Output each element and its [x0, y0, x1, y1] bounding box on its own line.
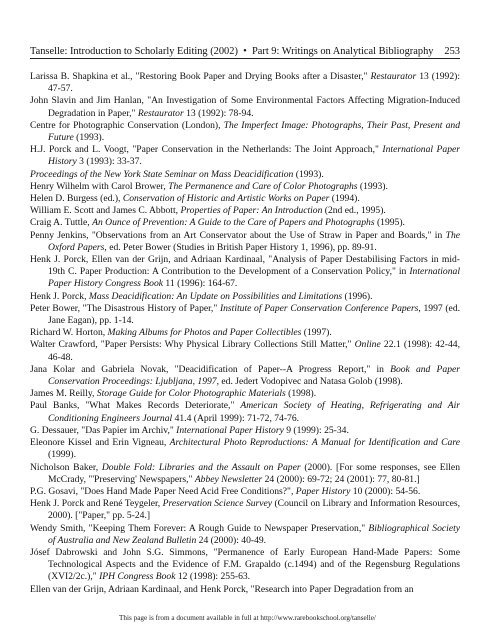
header-bullet: • — [243, 46, 247, 57]
reference-text: (1995). — [374, 217, 405, 229]
reference-title-italic: Mass Deacidification: An Update on Possibilities and Limitations — [88, 290, 343, 302]
reference-entry — [30, 486, 460, 498]
reference-title-italic: The Permanence and Care of Color Photographs — [168, 180, 358, 192]
reference-text: 3 (1993): 33-37. — [76, 156, 142, 168]
reference-text: Jósef Dabrowski and John S.G. Simmons, "Permanence of Early European Hand-Made Papers: Some Technological Aspects and the Evidence of F.M. Grapaldo (c.1494) and of the Regensburg Regulations (XVI2/2c.)," — [30, 546, 460, 583]
reference-text: Peter Bower, "The Disastrous History of Paper," — [30, 302, 220, 314]
reference-text: 11 (1996): 164-67. — [163, 278, 238, 290]
reference-text: , ed. Peter Bower (Studies in British Paper History 1, 1996), pp. 89-91. — [104, 241, 377, 253]
reference-text: James M. Reilly, — [30, 388, 97, 400]
reference-entry — [30, 437, 460, 461]
page-number: 253 — [444, 46, 460, 57]
reference-entry — [30, 547, 460, 584]
reference-title-italic: International Paper History — [48, 144, 460, 168]
reference-title-italic: Restaurator — [370, 71, 417, 82]
reference-title-italic: Making Albums for Photos and Paper Collectibles — [107, 327, 302, 339]
reference-text: Nicholson Baker, — [30, 461, 102, 473]
reference-text: G. Dessauer, "Das Papier im Archiv," — [30, 424, 177, 436]
reference-text: Henry Wilhelm with Carol Brower, — [30, 180, 169, 192]
reference-text: (1993). — [357, 180, 388, 192]
reference-text: Ellen van der Grijn, Adriaan Kardinaal, and Henk Porck, "Research into Paper Degradation from an — [30, 583, 414, 595]
reference-title-italic: Double Fold: Libraries and the Assault on Paper — [101, 461, 301, 473]
reference-text: (1997). — [301, 327, 332, 339]
reference-text: Henk J. Porck, Ellen van der Grijn, and Adriaan Kardinaal, "Analysis of Paper Destabilising Factors in mid-19th C. Paper Production: A Contribution to the Development of a Conservation Policy," in — [30, 254, 460, 278]
reference-title-italic: International Paper History — [176, 424, 284, 436]
reference-entry — [30, 400, 460, 424]
reference-entry — [30, 291, 460, 303]
reference-text: Henk J. Porck and René Teygeler, — [30, 498, 163, 510]
reference-title-italic: An Ounce of Prevention: A Guide to the Care of Papers and Photographs — [92, 217, 375, 229]
reference-text: Craig A. Tuttle, — [30, 217, 93, 229]
reference-text: (1996). — [342, 290, 373, 302]
reference-entry — [30, 327, 460, 339]
reference-title-italic: Book and Paper Conservation Proceedings: Ljubljana, 1997 — [48, 363, 460, 388]
reference-title-italic: IPH Congress Book — [99, 571, 176, 583]
reference-text: 13 (1992): 78-94. — [183, 107, 254, 119]
reference-title-italic: American Society of Heating, Refrigerating and Air Conditioning Engineers Journal — [48, 400, 461, 424]
reference-text: John Slavin and Jim Hanlan, "An Investigation of Some Environmental Factors Affecting Migration-Induced Degradation in Paper," — [30, 95, 460, 119]
reference-entry — [30, 95, 460, 119]
reference-list — [30, 71, 460, 596]
reference-text: William E. Scott and James C. Abbott, — [30, 205, 181, 217]
reference-entry — [30, 230, 460, 254]
reference-text: , 1997 (ed. Jane Eagan), pp. 1-14. — [48, 302, 461, 327]
reference-title-italic: Properties of Paper: An Introduction — [180, 205, 323, 217]
reference-text: 12 (1998): 255-63. — [175, 571, 251, 583]
reference-entry — [30, 71, 460, 95]
reference-title-italic: Paper History — [295, 485, 351, 497]
reference-text: Helen D. Burgess (ed.), — [30, 193, 123, 205]
reference-text: Larissa B. Shapkina et al., "Restoring Book Paper and Drying Books after a Disaster," — [30, 71, 371, 82]
reference-text: H.J. Porck and L. Voogt, "Paper Conservation in the Netherlands: The Joint Approach," — [30, 144, 383, 156]
reference-title-italic: Bibliographical Society of Australia and New Zealand Bulletin — [48, 522, 460, 546]
reference-title-italic: Architectural Photo Reproductions: A Manual for Identification and Care — [169, 437, 460, 449]
reference-entry — [30, 181, 460, 193]
reference-title-italic: Proceedings of the New York State Seminar on Mass Deacidification — [30, 168, 294, 180]
reference-title-italic: Institute of Paper Conservation Conference Papers — [219, 302, 419, 314]
reference-text: 9 (1999): 25-34. — [283, 424, 349, 436]
header-part: Part 9: Writings on Analytical Bibliography — [251, 46, 434, 57]
header-title: Tanselle: Introduction to Scholarly Editing (2002) — [30, 46, 238, 57]
reference-title-italic: Conservation of Historic and Artistic Works on Paper — [122, 193, 330, 205]
reference-entry — [30, 388, 460, 400]
reference-text: 24 (2000): 40-49. — [196, 534, 267, 546]
reference-entry — [30, 120, 460, 144]
reference-entry — [30, 339, 460, 363]
reference-text: (Council on Library and Information Resources, 2000). ["Paper," pp. 5-24.] — [48, 498, 460, 522]
reference-title-italic: The Oxford Papers — [48, 229, 460, 253]
reference-entry — [30, 303, 460, 327]
reference-text: 13 (1992): 47-57. — [48, 71, 460, 95]
reference-text: P.G. Gosavi, "Does Hand Made Paper Need Acid Free Conditions?", — [30, 485, 296, 497]
reference-text: Centre for Photographic Conservation (London), — [30, 119, 224, 131]
reference-entry — [30, 498, 460, 522]
reference-title-italic: Restaurator — [137, 107, 184, 119]
reference-entry — [30, 144, 460, 168]
running-header — [30, 45, 460, 59]
reference-text: 22.1 (1998): 42-44, 46-48. — [48, 339, 460, 363]
reference-text: Henk J. Porck, — [30, 290, 89, 302]
reference-title-italic: Online — [354, 339, 381, 351]
reference-text: (2nd ed., 1995). — [322, 205, 386, 217]
reference-entry — [30, 584, 460, 596]
reference-text: Penny Jenkins, "Observations from an Art Conservator about the Use of Straw in Paper and Boards," in — [30, 229, 446, 241]
reference-entry — [30, 193, 460, 205]
reference-text: Wendy Smith, "Keeping Them Forever: A Rough Guide to Newspaper Preservation," — [30, 522, 369, 534]
reference-title-italic: The Imperfect Image: Photographs, Their Past, Present and Future — [48, 119, 460, 144]
page-footer: This page is from a document available in full at http://www.rarebookschool.org/tanselle/ — [119, 614, 376, 622]
running-header-left — [30, 45, 433, 58]
reference-text: (1994). — [329, 193, 360, 205]
reference-entry — [30, 462, 460, 486]
reference-text: 24 (2000): 69-72; 24 (2001): 77, 80-81.] — [262, 473, 420, 485]
reference-text: Paul Banks, "What Makes Records Deteriorate," — [30, 400, 241, 412]
reference-text: Walter Crawford, "Paper Persists: Why Physical Library Collections Still Matter," — [30, 339, 355, 351]
reference-text: (1993). — [73, 132, 105, 144]
reference-text: Eleonore Kissel and Erin Vigneau, — [30, 437, 170, 449]
reference-title-italic: Preservation Science Survey — [162, 498, 273, 510]
reference-title-italic: International Paper History Congress Book — [48, 266, 460, 290]
reference-entry — [30, 169, 460, 181]
reference-text: (1993). — [293, 168, 324, 180]
reference-text: (1998). — [285, 388, 317, 400]
reference-text: Jana Kolar and Gabriela Novak, "Deacidification of Paper--A Progress Report," in — [30, 363, 391, 375]
reference-entry — [30, 364, 460, 388]
reference-entry — [30, 425, 460, 437]
reference-text: 41.4 (April 1999): 71-72, 74-76. — [172, 412, 300, 424]
reference-text: Richard W. Horton, — [30, 327, 108, 339]
reference-text: (2000). [For some responses, see Ellen McCrady, "'Preserving' Newspapers," — [48, 461, 460, 485]
reference-title-italic: Abbey Newsletter — [194, 473, 263, 485]
reference-entry — [30, 217, 460, 229]
reference-text: , ed. Jedert Vodopivec and Natasa Golob (1998). — [216, 376, 403, 388]
reference-entry — [30, 205, 460, 217]
reference-entry — [30, 254, 460, 291]
reference-text: (1999). — [48, 449, 76, 461]
reference-title-italic: Storage Guide for Color Photographic Materials — [96, 388, 286, 400]
reference-text: 10 (2000): 54-56. — [350, 485, 421, 497]
reference-entry — [30, 523, 460, 547]
